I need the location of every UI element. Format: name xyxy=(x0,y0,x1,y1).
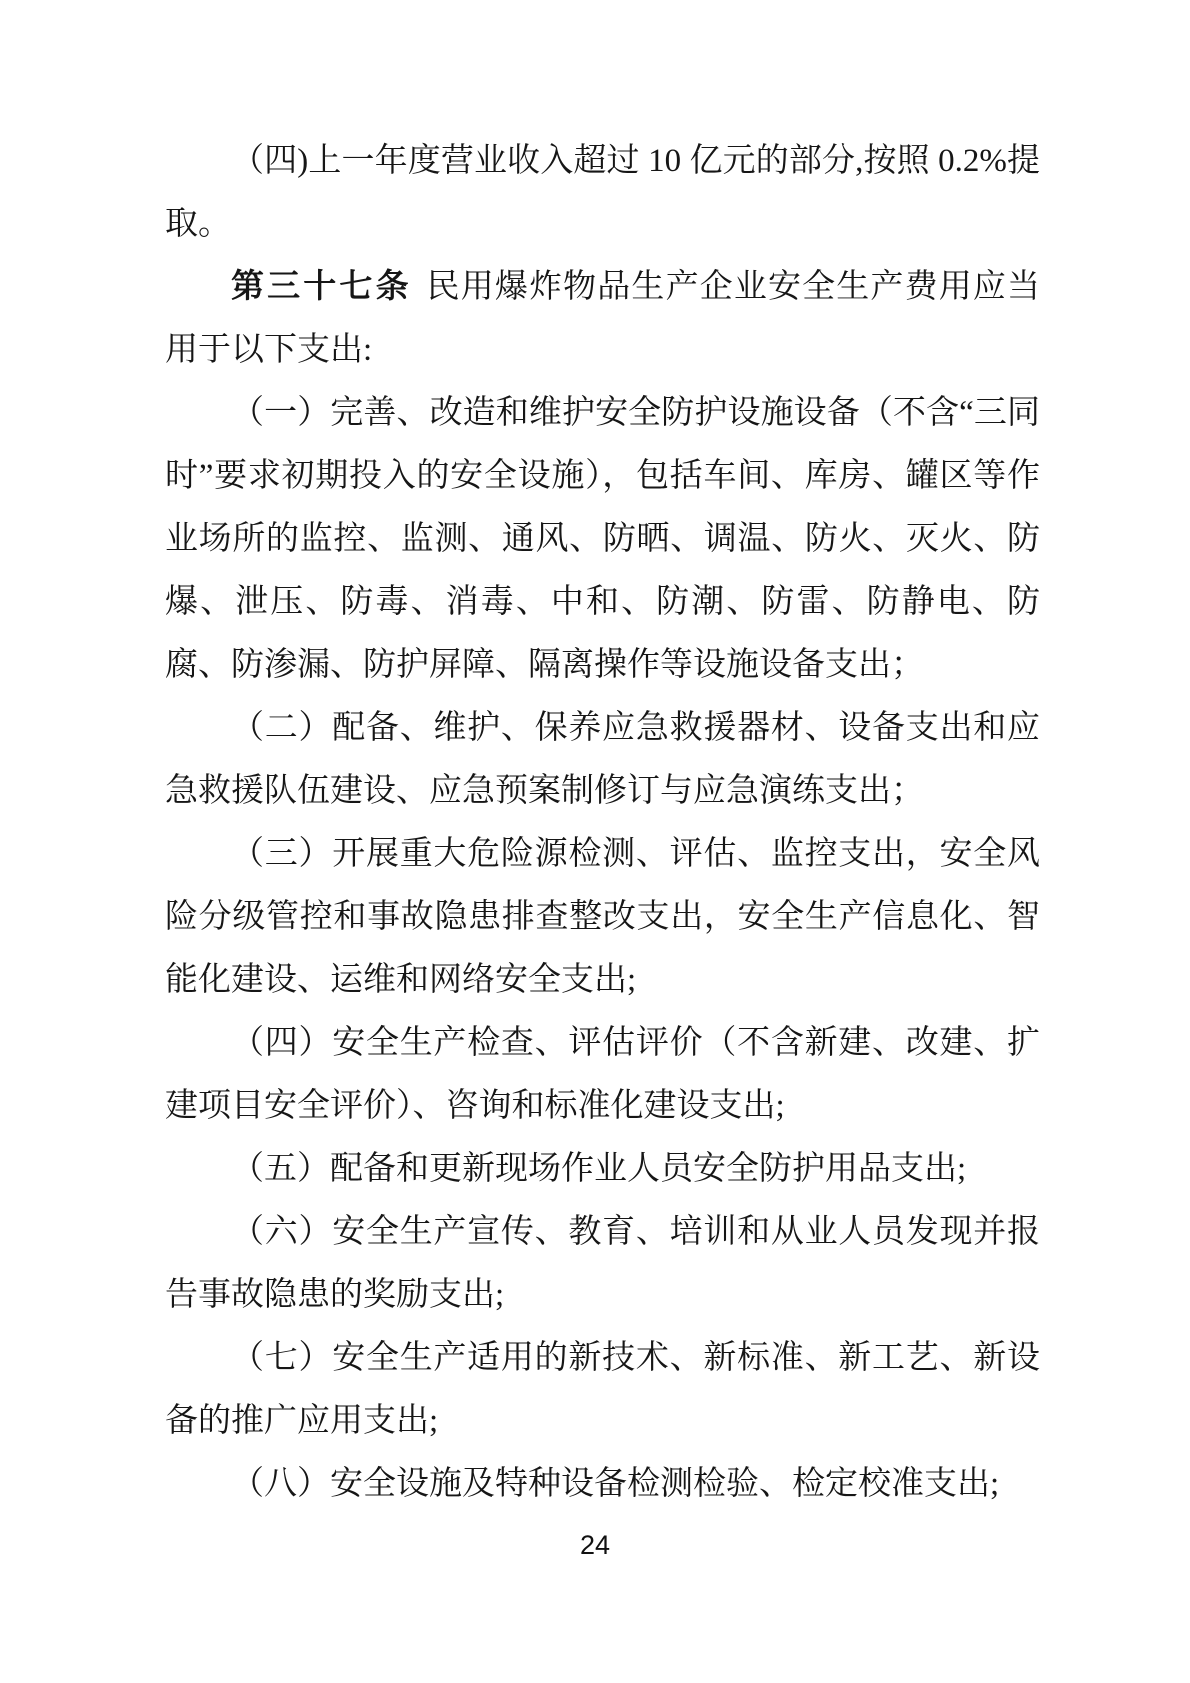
list-item-7: （七）安全生产适用的新技术、新标准、新工艺、新设备的推广应用支出; xyxy=(165,1340,1040,1439)
paragraph-clause-4-extraction: （四)上一年度营业收入超过 10 亿元的部分,按照 0.2%提取。 xyxy=(165,143,1040,242)
list-item-6: （六）安全生产宣传、教育、培训和从业人员发现并报告事故隐患的奖励支出; xyxy=(165,1214,1040,1313)
list-item-3: （三）开展重大危险源检测、评估、监控支出，安全风险分级管控和事故隐患排查整改支出，安全生产信息化、智能化建设、运维和网络安全支出; xyxy=(165,836,1040,998)
list-item-1: （一）完善、改造和维护安全防护设施设备（不含“三同时”要求初期投入的安全设施），包括车间、库房、罐区等作业场所的监控、监测、通风、防晒、调温、防火、灭火、防爆、泄压、防毒、消毒、中和、防潮、防雷、防静电、防腐、防渗漏、防护屏障、隔离操作等设施设备支出； xyxy=(165,395,1040,683)
article-lead-text: 民用爆炸物品生产企业安全生产费用应当用于以下支出: xyxy=(165,269,1041,368)
paragraph-article-37 xyxy=(165,256,1040,382)
list-item-5: （五）配备和更新现场作业人员安全防护用品支出; xyxy=(231,1151,967,1187)
document-body xyxy=(165,130,1040,1516)
page-footer xyxy=(0,1530,1190,1561)
list-item-2: （二）配备、维护、保养应急救援器材、设备支出和应急救援队伍建设、应急预案制修订与应急演练支出； xyxy=(165,710,1040,809)
page-number: 24 xyxy=(579,1530,611,1560)
list-item-4: （四）安全生产检查、评估评价（不含新建、改建、扩建项目安全评价）、咨询和标准化建设支出; xyxy=(165,1025,1040,1124)
list-item-8: （八）安全设施及特种设备检测检验、检定校准支出; xyxy=(231,1466,1000,1502)
article-number: 第三十七条 xyxy=(231,269,412,305)
